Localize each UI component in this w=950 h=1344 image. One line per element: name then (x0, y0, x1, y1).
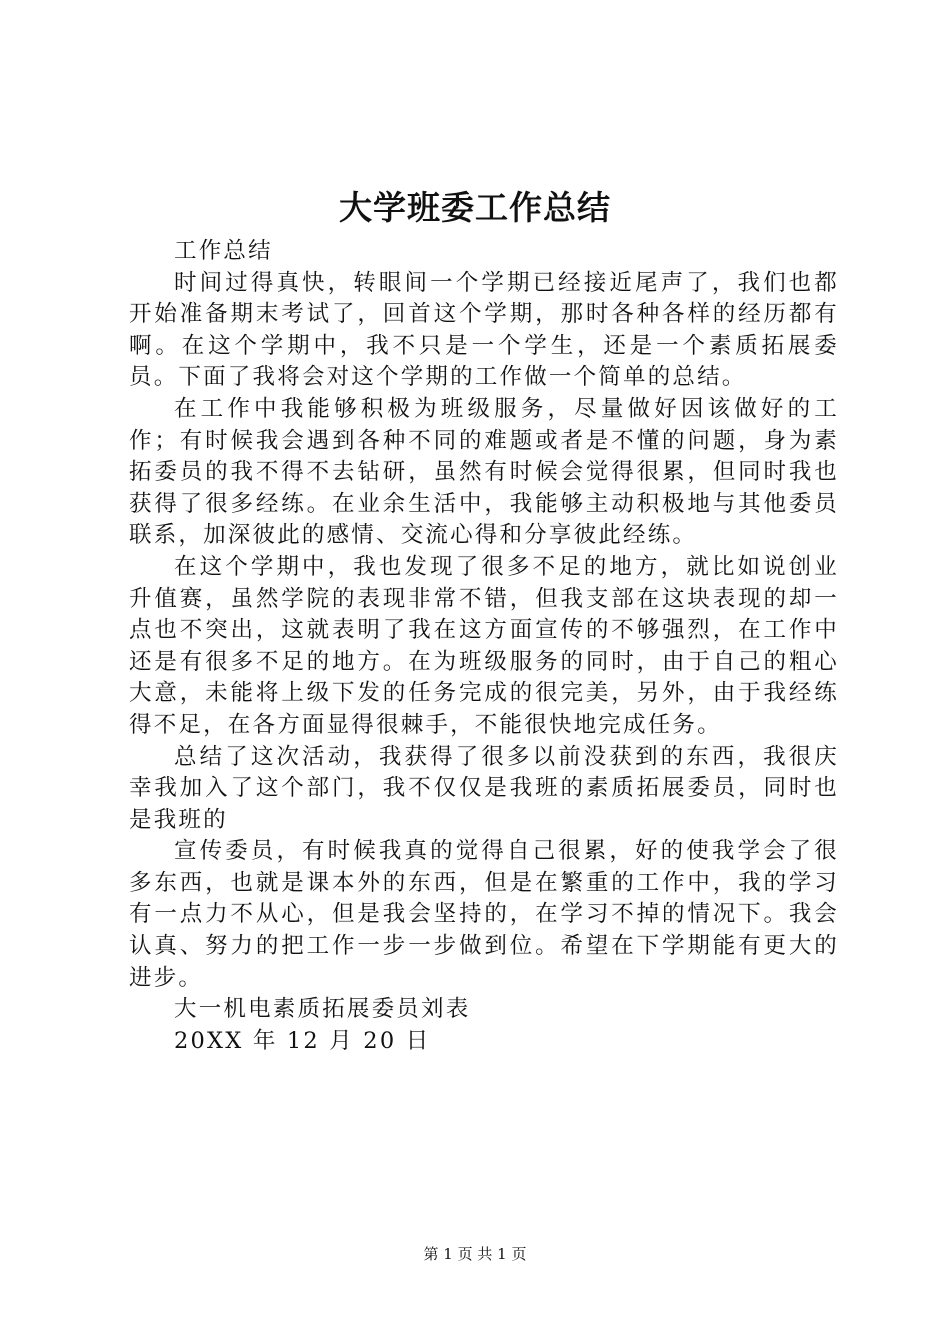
document-title: 大学班委工作总结 (339, 188, 611, 227)
paragraph-heading: 工作总结 (174, 238, 273, 264)
paragraph-reflection: 宣传委员，有时候我真的觉得自己很累，好的使我学会了很多东西，也就是课本外的东西，但是在繁重的工作中，我的学习有一点力不从心，但是我会坚持的，在学习不掉的情况下。我会认真、努力的把工作一步一步做到位。希望在下学期能有更大的进步。 (129, 838, 839, 991)
paragraph-intro: 时间过得真快，转眼间一个学期已经接近尾声了，我们也都开始准备期末考试了，回首这个学期，那时各种各样的经历都有啊。在这个学期中，我不只是一个学生，还是一个素质拓展委员。下面了我将会对这个学期的工作做一个简单的总结。 (129, 269, 839, 391)
paragraph-shortcomings: 在这个学期中，我也发现了很多不足的地方，就比如说创业升值赛，虽然学院的表现非常不错，但我支部在这块表现的却一点也不突出，这就表明了我在这方面宣传的不够强烈，在工作中还是有很多不足的地方。在为班级服务的同时，由于自己的粗心大意，未能将上级下发的任务完成的很完美，另外，由于我经练得不足，在各方面显得很棘手，不能很快地完成任务。 (129, 553, 839, 738)
paragraph-work: 在工作中我能够积极为班级服务，尽量做好因该做好的工作；有时候我会遇到各种不同的难题或者是不懂的问题，身为素拓委员的我不得不去钻研，虽然有时候会觉得很累，但同时我也获得了很多经练。在业余生活中，我能够主动积极地与其他委员联系，加深彼此的感情、交流心得和分享彼此经练。 (129, 395, 839, 549)
page-number-footer: 第 1 页 共 1 页 (423, 1245, 527, 1263)
paragraph-summary: 总结了这次活动，我获得了很多以前没获到的东西，我很庆幸我加入了这个部门，我不仅仅是我班的素质拓展委员，同时也是我班的 (129, 743, 839, 833)
signature: 大一机电素质拓展委员刘表 (174, 996, 471, 1023)
document-body (129, 236, 839, 1057)
date: 20XX 年 12 月 20 日 (174, 1027, 431, 1054)
